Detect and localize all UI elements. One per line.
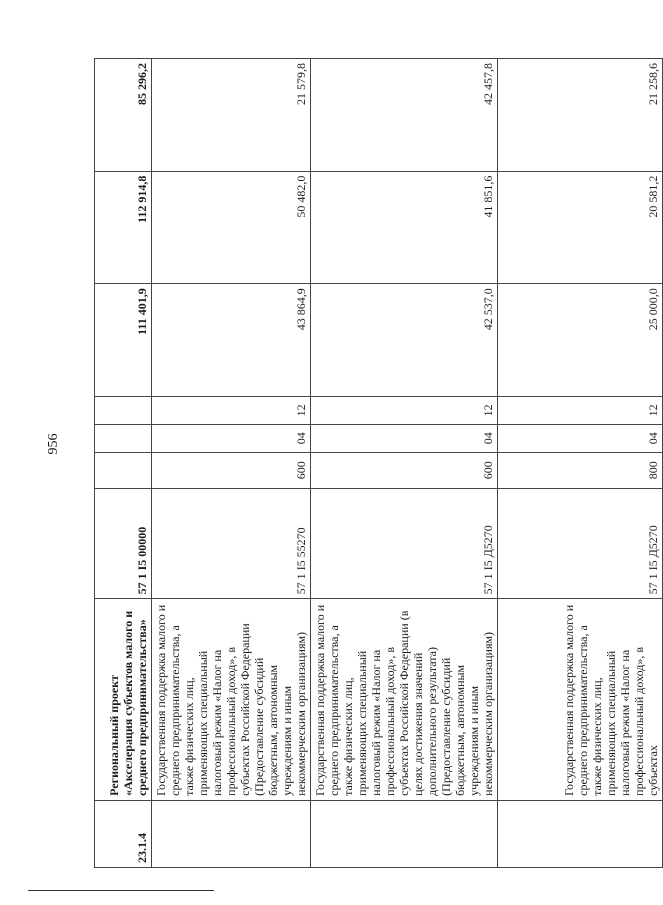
footnote-rule	[28, 890, 214, 891]
row-vr: 600	[152, 452, 311, 488]
section-name: Региональный проект «Акселерация субъектов малого и среднего предпринимательства»	[95, 599, 152, 800]
row-value-1: 25 000,0	[498, 284, 663, 397]
row-value-1: 42 537,0	[311, 284, 498, 397]
row-code	[152, 800, 311, 867]
row-csr: 57 1 I5 Д5270	[311, 488, 498, 599]
row-pr: 12	[152, 396, 311, 424]
section-value-2: 112 914,8	[95, 171, 152, 284]
table-row-section	[95, 59, 152, 868]
page-number: 956	[46, 433, 61, 455]
row-value-3: 42 457,8	[311, 59, 498, 172]
section-rz	[95, 424, 152, 452]
row-value-2: 41 851,6	[311, 171, 498, 284]
row-pr: 12	[498, 396, 663, 424]
section-value-3: 85 296,2	[95, 59, 152, 172]
row-value-3: 21 579,8	[152, 59, 311, 172]
section-code: 23.1.4	[95, 800, 152, 867]
row-vr: 600	[311, 452, 498, 488]
table-row	[498, 59, 663, 868]
row-name: Государственная поддержка малого и среднего предпринимательства, а также физических лиц, применяющих специальный налоговый режим «Налог на профессиональный доход», в субъектах Российской Федерации (Предоставление субсидий бюджетным, автономным учреждениям и иным некоммерческим организациям)	[152, 599, 311, 800]
row-value-2: 50 482,0	[152, 171, 311, 284]
section-pr	[95, 396, 152, 424]
row-code	[311, 800, 498, 867]
table-row	[152, 59, 311, 868]
budget-table-rotated	[94, 58, 660, 868]
row-code	[498, 800, 663, 867]
row-rz: 04	[498, 424, 663, 452]
section-vr	[95, 452, 152, 488]
row-value-3: 21 258,6	[498, 59, 663, 172]
row-rz: 04	[152, 424, 311, 452]
row-value-1: 43 864,9	[152, 284, 311, 397]
section-csr: 57 1 I5 00000	[95, 488, 152, 599]
row-vr: 800	[498, 452, 663, 488]
section-value-1: 111 401,9	[95, 284, 152, 397]
table-row	[311, 59, 498, 868]
budget-table	[94, 58, 663, 868]
row-name: Государственная поддержка малого и среднего предпринимательства, а также физических лиц, применяющих специальный налоговый режим «Налог на профессиональный доход», в субъектах Российской Федерации (в целях достижения значений дополнительного результата) (Предоставление субсидий бюджетным, автономным учреждениям и иным некоммерческим организациям)	[311, 599, 498, 800]
row-name: Государственная поддержка малого и среднего предпринимательства, а также физических лиц, применяющих специальный налоговый режим «Налог на профессиональный доход», в субъектах	[498, 599, 663, 800]
row-csr: 57 1 I5 Д5270	[498, 488, 663, 599]
row-csr: 57 1 I5 55270	[152, 488, 311, 599]
row-value-2: 20 581,2	[498, 171, 663, 284]
row-pr: 12	[311, 396, 498, 424]
row-rz: 04	[311, 424, 498, 452]
